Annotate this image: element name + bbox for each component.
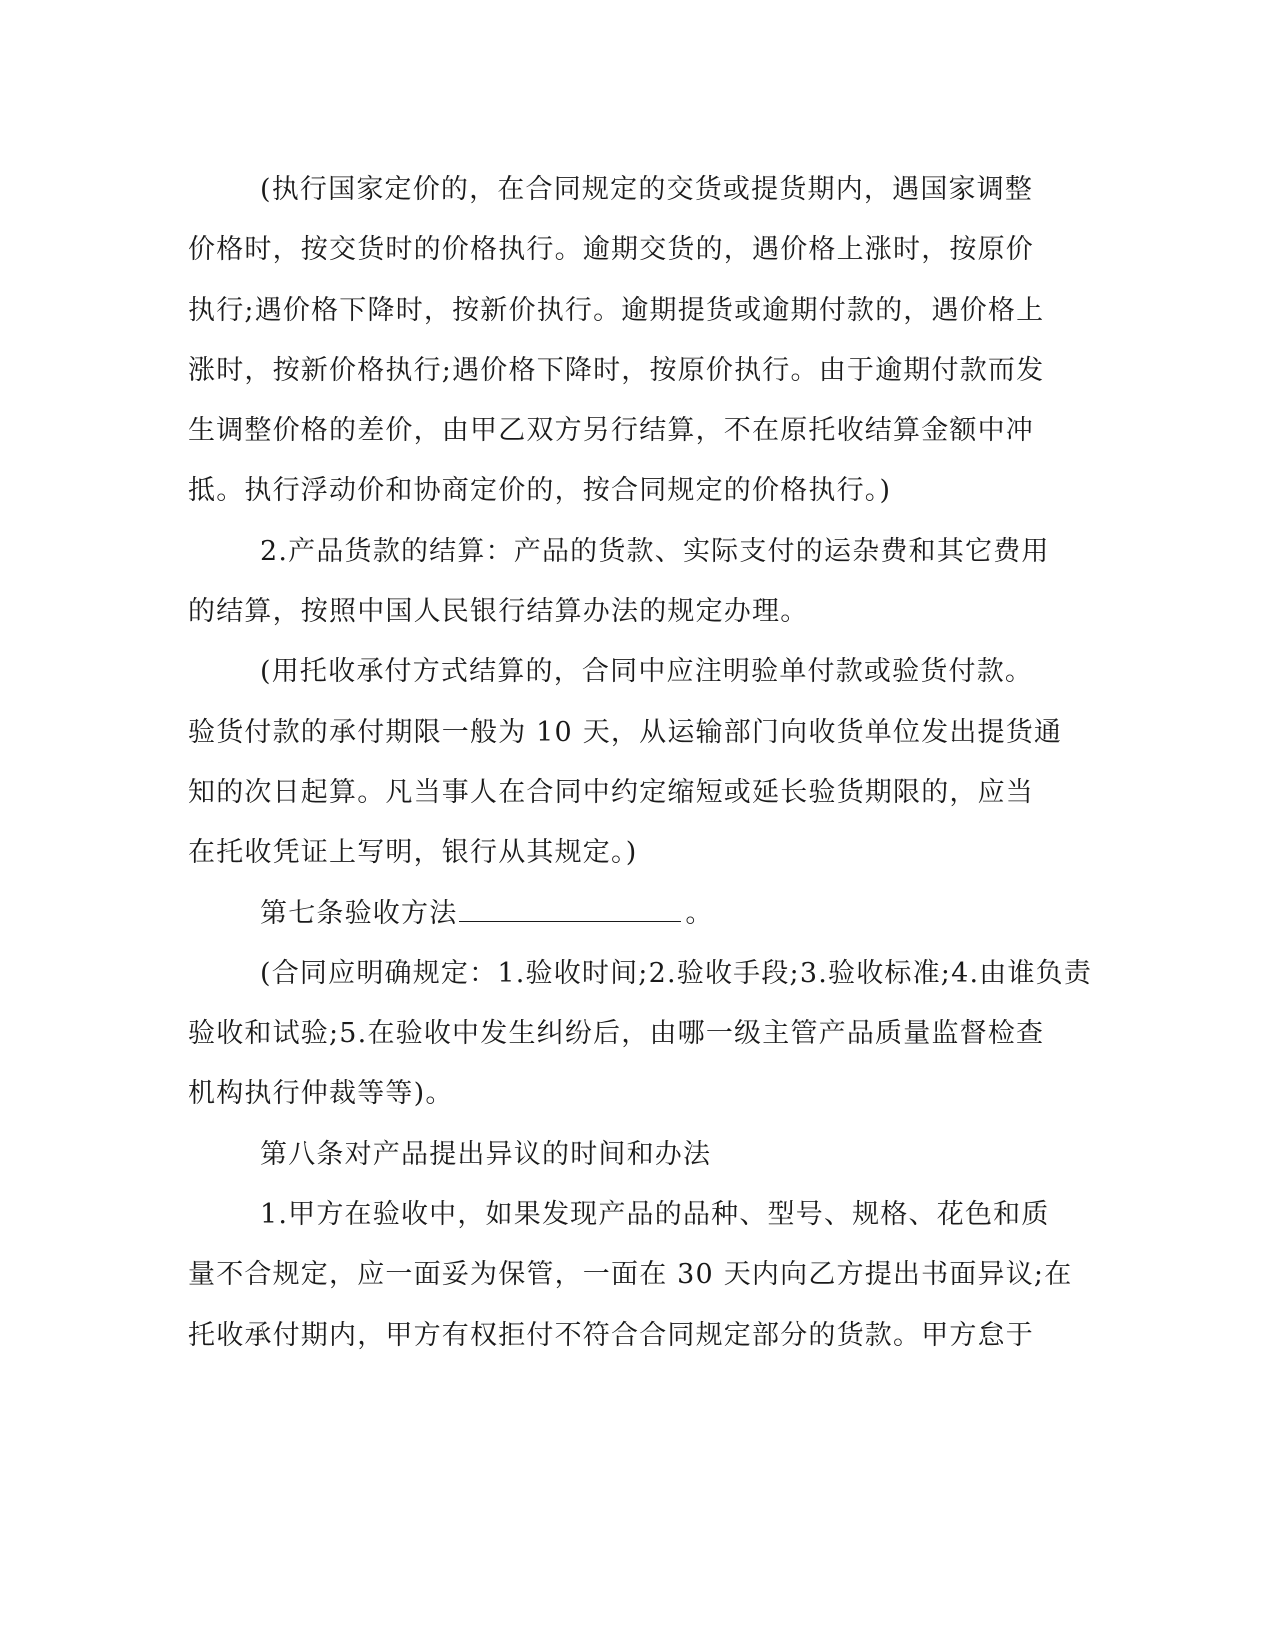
text-line: (合同应明确规定：1.验收时间;2.验收手段;3.验收标准;4.由谁负责: [260, 957, 1093, 989]
text-line: 机构执行仲裁等等)。: [188, 1078, 454, 1110]
text-line: (用托收承付方式结算的，合同中应注明验单付款或验货付款。: [260, 656, 1034, 688]
text-line: 1.甲方在验收中，如果发现产品的品种、型号、规格、花色和质: [260, 1199, 1050, 1231]
text-line: 托收承付期内，甲方有权拒付不符合合同规定部分的货款。甲方怠于: [188, 1319, 1034, 1351]
text-line: 知的次日起算。凡当事人在合同中约定缩短或延长验货期限的，应当: [188, 776, 1034, 808]
document-body: [188, 160, 1093, 1366]
article-8-heading: 第八条对产品提出异议的时间和办法: [260, 1138, 712, 1170]
text-line: (执行国家定价的，在合同规定的交货或提货期内，遇国家调整: [260, 174, 1034, 205]
article-7-suffix: 。: [685, 897, 714, 929]
text-line: 验货付款的承付期限一般为 10 天，从运输部门向收货单位发出提货通: [188, 716, 1063, 748]
text-line: 在托收凭证上写明，银行从其规定。): [188, 837, 638, 869]
text-line: 抵。执行浮动价和协商定价的，按合同规定的价格执行。): [188, 475, 892, 507]
text-line: 验收和试验;5.在验收中发生纠纷后，由哪一级主管产品质量监督检查: [188, 1018, 1045, 1050]
article-7-label: 第七条验收方法: [260, 897, 458, 929]
text-line: 涨时，按新价格执行;遇价格下降时，按原价执行。由于逾期付款而发: [188, 354, 1045, 386]
text-line: 2.产品货款的结算：产品的货款、实际支付的运杂费和其它费用: [260, 535, 1050, 567]
text-line: 量不合规定，应一面妥为保管，一面在 30 天内向乙方提出书面异议;在: [188, 1259, 1073, 1291]
text-line: 生调整价格的差价，由甲乙双方另行结算，不在原托收结算金额中冲: [188, 415, 1034, 447]
text-line: 执行;遇价格下降时，按新价执行。逾期提货或逾期付款的，遇价格上: [188, 294, 1045, 326]
fill-in-blank: [459, 895, 681, 922]
text-line: 的结算，按照中国人民银行结算办法的规定办理。: [188, 596, 809, 628]
text-line: 价格时，按交货时的价格执行。逾期交货的，遇价格上涨时，按原价: [188, 234, 1034, 266]
article-7-heading: [188, 884, 1078, 944]
